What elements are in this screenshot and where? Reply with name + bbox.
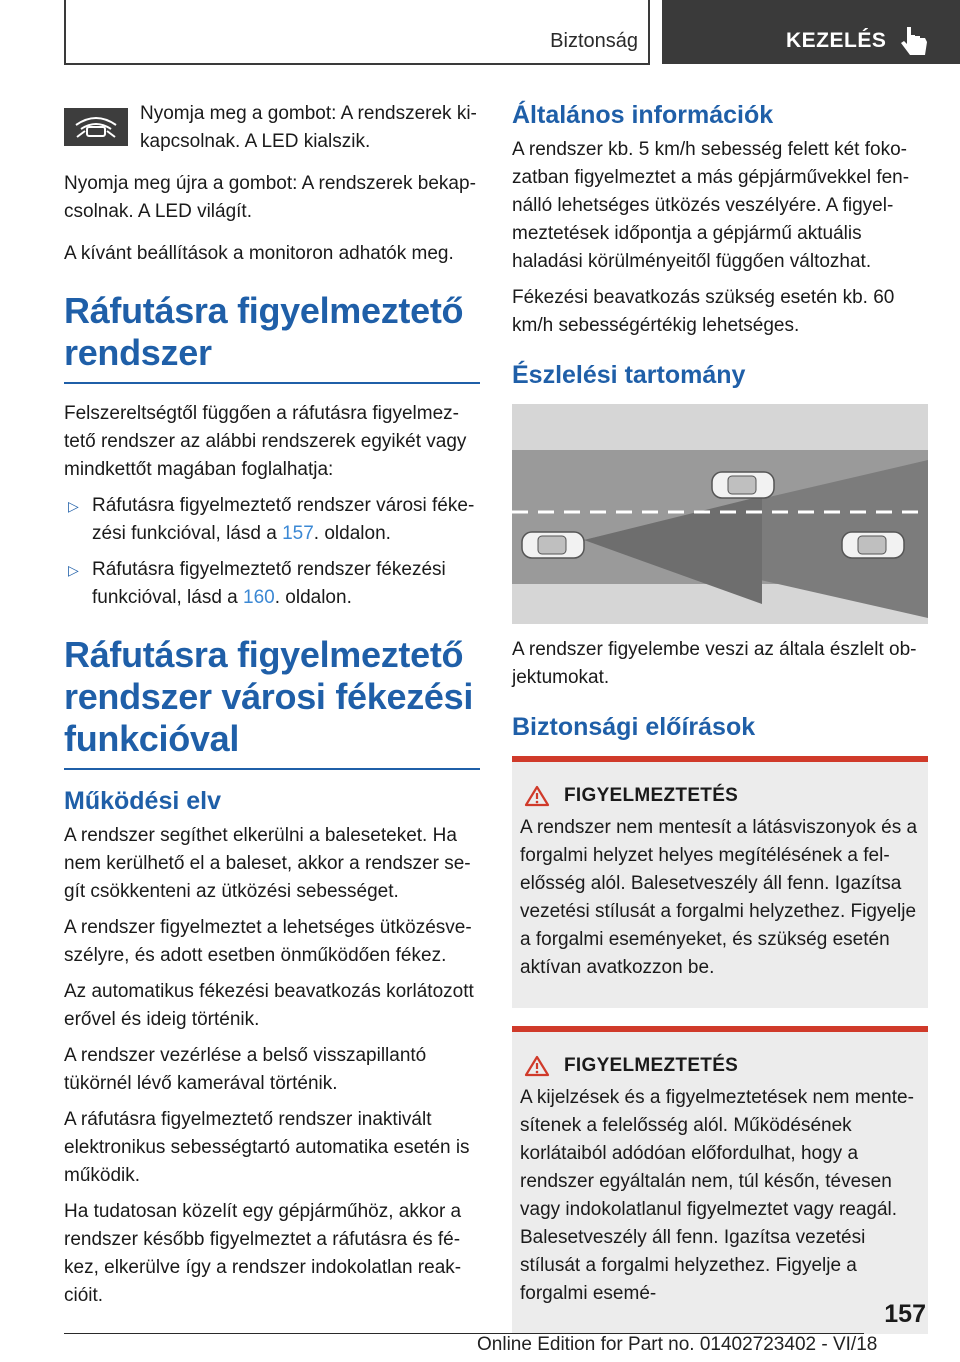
warning-text: A kijelzések és a figyelmeztetések nem mentesítenek a felelősség alól. Működésének korlátaiból adódóan előfordulhat, hogy a rendszer egyáltalán nem, túl későn, tévesen vagy indokolatlanul figyelmeztet vagy reagál. Balesetveszély áll fenn. Igazítsa vezetési stílusát a forgalmi helyzethez. Figyelje a forgalmi esemé- (520, 1087, 914, 1304)
warning-title: FIGYELMEZTETÉS (564, 1055, 739, 1076)
warning-title: FIGYELMEZTETÉS (564, 785, 739, 806)
list-item (64, 556, 480, 612)
header-divider-left (64, 0, 66, 64)
equipment-text: Felszereltségtől függően a ráfutásra figyelmeztető rendszer az alábbi rendszerek egyikét vagy mindkettőt magában foglalhatja: (64, 403, 467, 480)
heading-city-braking: Ráfutásra figyelmeztető rendszer városi fékezési funkcióval (64, 634, 480, 770)
detection-range-illustration (512, 404, 928, 624)
figure-caption: A rendszer figyelembe veszi az általa észlelt objektumokat. (512, 639, 917, 688)
warning-header (520, 1052, 920, 1080)
left-column (64, 100, 480, 1318)
paragraph: Fékezési beavatkozás szükség esetén kb. 60 km/h sebességértékig lehetséges. (512, 287, 895, 336)
intro-text-1: Nyomja meg a gombot: A rendszerek kikapcsolnak. A LED kialszik. (140, 103, 477, 152)
warning-triangle-icon (524, 785, 550, 807)
triangle-bullet-icon: ▷ (68, 498, 79, 514)
warning-box (512, 1026, 928, 1334)
hand-pointer-icon (898, 24, 932, 58)
page-number: 157 (884, 1300, 926, 1328)
intro-text-3: A kívánt beállítások a monitoron adhatók meg. (64, 243, 454, 264)
heading-general-info: Általános információk (512, 101, 774, 129)
warning-header (520, 782, 920, 810)
warning-box (512, 756, 928, 1008)
car-ahead-same-lane (842, 532, 904, 558)
list-item (64, 492, 480, 548)
header-divider-mid (648, 0, 650, 64)
page-link-157[interactable]: 157 (282, 523, 314, 544)
heading-working-principle: Működési elv (64, 787, 221, 815)
car-ahead-left-lane (712, 472, 774, 498)
paragraph: A rendszer vezérlése a belső visszapillantó tükörnél lévő kamerával történik. (64, 1045, 427, 1094)
edition-label: Online Edition for Part no. 01402723402 - VI/18 (477, 1334, 878, 1355)
heading-safety: Biztonsági előírások (512, 713, 756, 741)
paragraph: A ráfutásra figyelmeztető rendszer inaktivált elektronikus sebességtartó automatika esetén is működik. (64, 1109, 470, 1186)
warning-triangle-icon (524, 1055, 550, 1077)
page-link-160[interactable]: 160 (243, 587, 275, 608)
heading-detection-range: Észlelési tartomány (512, 361, 746, 389)
paragraph: Az automatikus fékezési beavatkozás korlátozott erővel és ideig történik. (64, 981, 474, 1030)
list-item-text: Ráfutásra figyelmeztető rendszer városi fékezési funkcióval, lásd a (92, 495, 475, 544)
triangle-bullet-icon: ▷ (68, 562, 79, 578)
paragraph: Ha tudatosan közelít egy gépjárműhöz, akkor a rendszer később figyelmeztet a ráfutásra és fékez, elkerülve így a rendszer indokolatlan reakcióit. (64, 1201, 462, 1306)
section-title: Biztonság (550, 30, 638, 52)
paragraph: A rendszer segíthet elkerülni a baleseteket. Ha nem kerülhető el a baleset, akkor a rendszer segít csökkenteni az ütközési sebességet. (64, 825, 471, 902)
list-item-suffix: . oldalon. (313, 523, 391, 544)
warning-text: A rendszer nem mentesít a látásviszonyok és a forgalmi helyzet helyes megítélésének a felelősség alól. Balesetveszély áll fenn. Igazítsa vezetési stílusát a forgalmi helyzethez. Figyelje a forgalmi eseményeket, és szükség esetén aktívan avatkozzon be. (520, 817, 918, 978)
car-ego (522, 532, 584, 558)
road-diagram (512, 404, 928, 624)
heading-collision-warning: Ráfutásra figyelmeztető rendszer (64, 290, 480, 384)
chapter-tab (662, 0, 960, 64)
collision-warning-button-icon (64, 108, 128, 146)
button-intro (64, 100, 480, 164)
car-warning-icon (71, 113, 121, 141)
paragraph: A rendszer kb. 5 km/h sebesség felett két fokozatban figyelmeztet a más gépjárművekkel fennálló lehetséges ütközés veszélyére. A figyelmeztetések időpontja a gépjármű aktuális haladási körülményeitől függően változhat. (512, 139, 910, 272)
list-item-text: Ráfutásra figyelmeztető rendszer fékezési funkcióval, lásd a (92, 559, 446, 608)
intro-text-2: Nyomja meg újra a gombot: A rendszerek bekapcsolnak. A LED világít. (64, 173, 476, 222)
list-item-suffix: . oldalon. (274, 587, 352, 608)
chapter-tab-label: KEZELÉS (786, 29, 887, 52)
header-underline (64, 63, 650, 65)
paragraph: A rendszer figyelmeztet a lehetséges ütközésveszélyre, és adott esetben önműködően fékez. (64, 917, 472, 966)
right-column (512, 100, 928, 1352)
variant-list (64, 492, 480, 612)
